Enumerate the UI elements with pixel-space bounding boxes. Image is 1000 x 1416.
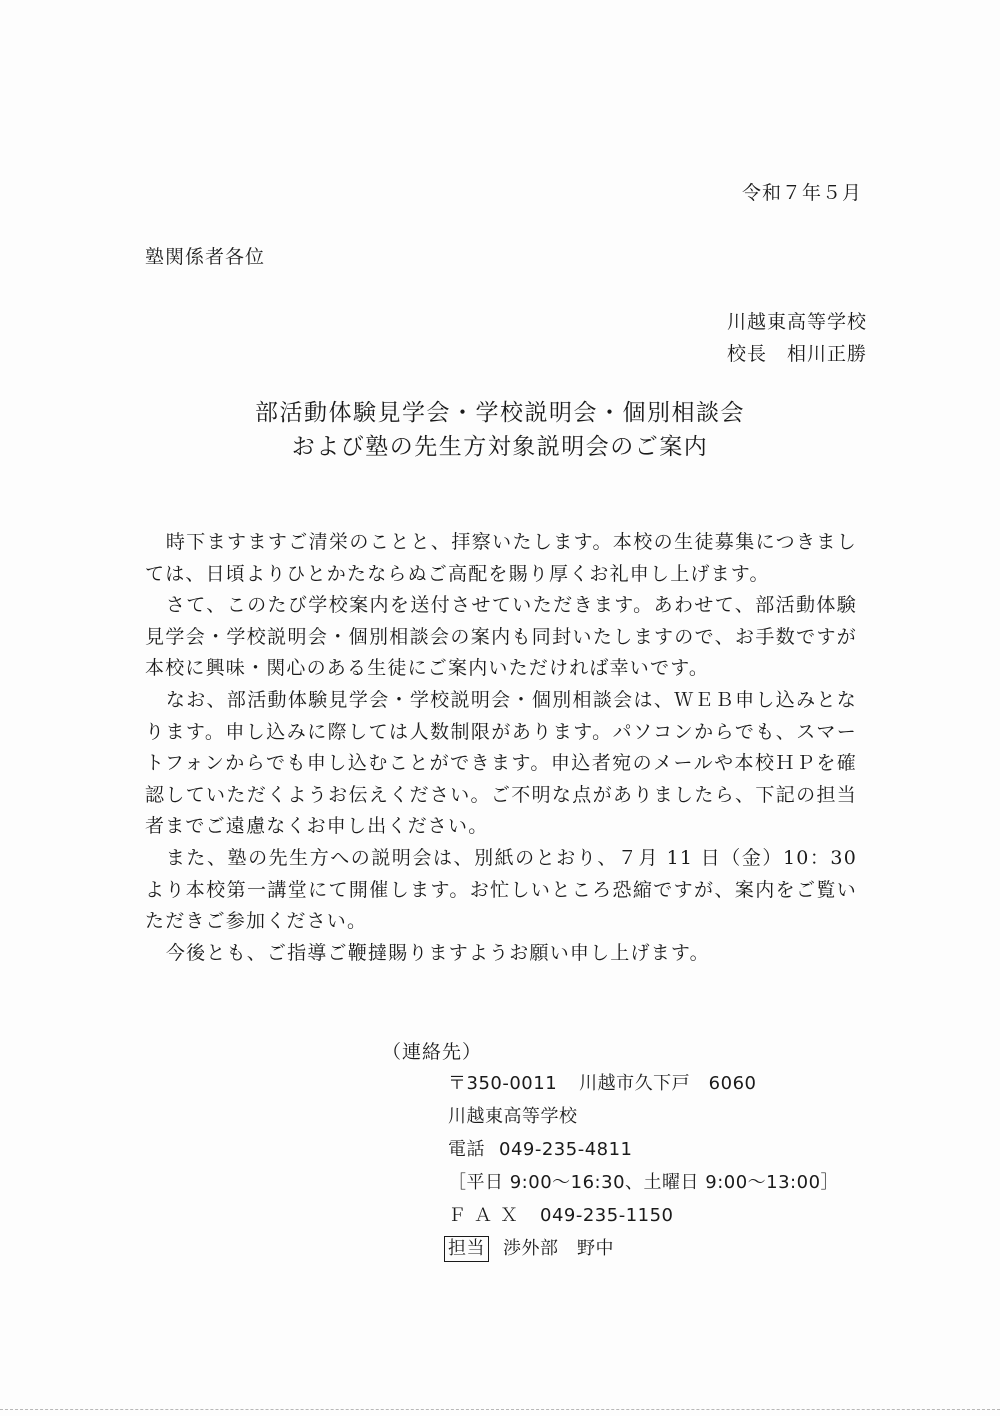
body-paragraph: さて、このたび学校案内を送付させていただきます。あわせて、部活動体験見学会・学校説明会・個別相談会の案内も同封いたしますので、お手数ですが本校に興味・関心のある生徒にご案内いただければ幸いです。: [145, 594, 857, 680]
title-line-2: および塾の先生方対象説明会のご案内: [291, 434, 709, 460]
body-paragraph: 時下ますますご清栄のことと、拝察いたします。本校の生徒募集につきましては、日頃よりひとかたならぬご高配を賜り厚くお礼申し上げます。: [145, 531, 857, 585]
contact-phone-line: [448, 1133, 839, 1166]
scan-bottom-edge: [0, 1409, 1000, 1410]
phone-label: 電話: [448, 1139, 485, 1160]
body-paragraph: 今後とも、ご指導ご鞭撻賜りますようお願い申し上げます。: [165, 941, 710, 964]
contact-heading: （連絡先）: [382, 1041, 483, 1063]
tanto-label-box: 担当: [444, 1236, 489, 1262]
sender-principal: 校長 相川正勝: [726, 343, 867, 365]
body-paragraph: なお、部活動体験見学会・学校説明会・個別相談会は、ＷＥＢ申し込みとなります。申し込みに際しては人数制限があります。パソコンからでも、スマートフォンからでも申し込むことができます。申込者宛のメールや本校ＨＰを確認していただくようお伝えください。ご不明な点がありましたら、下記の担当者までご遠慮なくお申し出ください。: [145, 688, 857, 838]
tanto-person: 渉外部 野中: [503, 1238, 614, 1259]
title-line-1: 部活動体験見学会・学校説明会・個別相談会: [255, 400, 745, 426]
contact-school: 川越東高等学校: [448, 1106, 578, 1127]
contact-hours: ［平日 9:00～16:30、土曜日 9:00～13:00］: [448, 1172, 840, 1193]
contact-tanto-line: [448, 1232, 839, 1265]
contact-block: [448, 1067, 839, 1265]
phone-number: 049-235-4811: [499, 1139, 633, 1160]
fax-label: ＦＡＸ: [448, 1205, 526, 1226]
postal-code: 〒350-0011: [448, 1073, 558, 1094]
sender-school: 川越東高等学校: [726, 311, 867, 333]
letter-date: 令和７年５月: [741, 182, 862, 204]
fax-number: 049-235-1150: [540, 1205, 674, 1226]
document-title: [0, 396, 1000, 464]
sender-block: [727, 306, 867, 370]
address: 川越市久下戸 6060: [579, 1073, 757, 1094]
body-paragraph: また、塾の先生方への説明会は、別紙のとおり、７月 11 日（金）10：30 より本校第一講堂にて開催します。お忙しいところ恐縮ですが、案内をご覧いただきご参加ください。: [145, 846, 857, 933]
contact-fax-line: [448, 1199, 839, 1232]
contact-address-line: [448, 1067, 839, 1100]
recipient: 塾関係者各位: [145, 246, 266, 268]
letter-body: [145, 527, 857, 969]
